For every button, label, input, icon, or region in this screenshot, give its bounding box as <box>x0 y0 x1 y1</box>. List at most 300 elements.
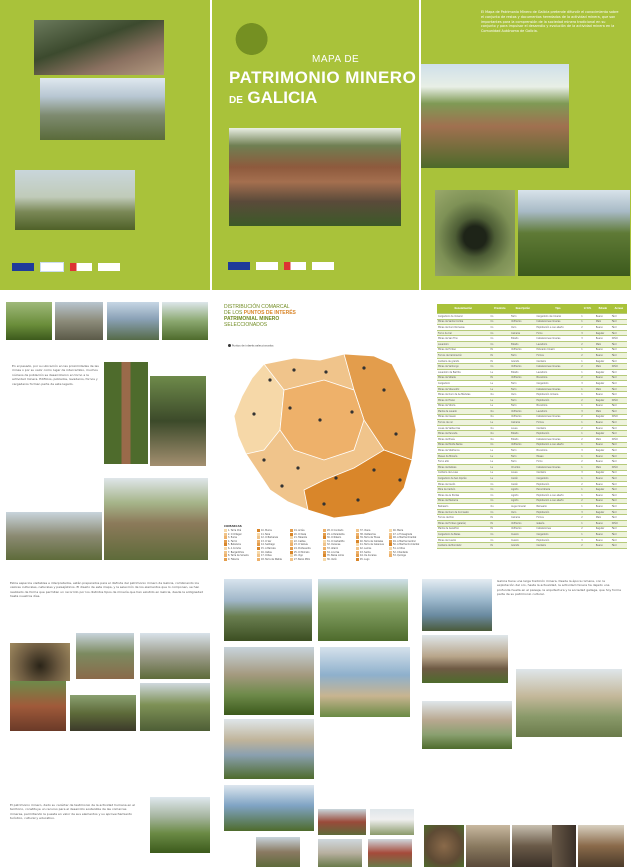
table-cell: 1 <box>580 431 595 437</box>
cover-title-galicia: GALICIA <box>247 88 318 107</box>
table-cell: Instalaciones mineras <box>536 364 581 370</box>
table-cell: Caolín <box>510 481 535 487</box>
table-cell: Canteira de Lousa <box>437 470 490 476</box>
comarca-legend-item <box>356 540 383 543</box>
table-cell: Lu <box>490 459 511 465</box>
table-cell: Lu <box>490 381 511 387</box>
table-cell: Lignito <box>510 493 535 499</box>
comarca-swatch <box>257 540 260 543</box>
table-cell: Lu <box>490 448 511 454</box>
table-cell: Bueno <box>595 347 611 353</box>
table-cell: Fácil <box>611 442 627 448</box>
table-cell: Calcaria <box>510 420 535 426</box>
comarca-legend-item <box>323 558 337 561</box>
comarca-swatch <box>257 533 260 536</box>
comarca-legend-item <box>323 554 344 557</box>
table-cell: Po <box>490 515 511 521</box>
comarca-legend-item <box>290 558 310 561</box>
table-cell: Explotación a ceo aberto <box>536 442 581 448</box>
comarca-legend-item <box>323 547 338 550</box>
cover-left-panel <box>0 0 210 290</box>
table-cell: Ouro <box>510 392 535 398</box>
comarca-legend-item <box>257 554 272 557</box>
comarca-name: 49. A Mariña Central <box>393 539 416 543</box>
table-header-row <box>437 304 627 314</box>
table-cell: 2 <box>580 481 595 487</box>
table-cell: 3 <box>580 509 595 515</box>
table-cell: Po <box>490 347 511 353</box>
table-cell: Fornos <box>536 515 581 521</box>
table-cell: Po <box>490 358 511 364</box>
table-cell: Volframio <box>510 347 535 353</box>
comarca-legend-item <box>356 533 376 536</box>
table-cell: 1 <box>580 386 595 392</box>
table-cell: Explotación <box>536 509 581 515</box>
table-cell: Malo <box>595 437 611 443</box>
table-cell: 2 <box>580 526 595 532</box>
table-cell: Fácil <box>611 358 627 364</box>
photo-rock-wall <box>552 825 576 867</box>
galicia-map-icon <box>230 16 278 62</box>
table-cell: Lu <box>490 386 511 392</box>
table-cell: Estaño <box>510 341 535 347</box>
table-cell: Fácil <box>611 420 627 426</box>
table-cell: Malo <box>595 364 611 370</box>
table-cell: Lu <box>490 476 511 482</box>
table-cell: Volframio <box>510 375 535 381</box>
comarca-name: 27. Baixo Miño <box>294 557 311 561</box>
table-cell: Explotación <box>536 537 581 543</box>
bottom-spread <box>0 575 631 868</box>
photo-green-hills <box>518 190 630 276</box>
map-title-puntos: PUNTOS DE INTERÉS <box>243 310 296 316</box>
comarca-legend-item <box>290 533 306 536</box>
comarca-name: 48. A Mariña Oriental <box>393 536 417 540</box>
table-cell: Fácil <box>611 341 627 347</box>
table-cell: Fácil <box>611 487 627 493</box>
photo-museum-interior <box>466 825 510 867</box>
comarca-name: 16. Xallas <box>261 550 272 554</box>
table-cell: Fácil <box>611 459 627 465</box>
table-cell: Fácil <box>611 347 627 353</box>
comarca-name: 44. Os Ancares <box>360 554 377 558</box>
comarca-swatch <box>290 536 293 539</box>
map-legend-note <box>228 344 273 348</box>
table-cell: Minas de Ouro de As Médulas <box>437 392 490 398</box>
xunta-logo <box>40 262 64 272</box>
cover-title-line2: PATRIMONIO MINERO <box>229 68 417 87</box>
comarca-swatch <box>290 558 293 561</box>
table-cell: Co <box>490 493 511 499</box>
comarca-swatch <box>290 551 293 554</box>
spread-text-mid: El patrimonio minero, dado su carácter de testimonio de la actividad humana en el territorio, constituye un recurso para el desarrollo sostenible de las comarcas mineras, permitiendo la puesta en valor de sus elementos y su aprovechamiento turístico, cultural y educativo. <box>10 803 135 821</box>
table-cell: Co <box>490 487 511 493</box>
table-cell: Cuarzo <box>510 532 535 538</box>
comarca-legend-item <box>290 529 304 532</box>
photo-machinery <box>512 825 552 867</box>
table-cell: Minas de Fontao (galería) <box>437 520 490 526</box>
table-cell: 3 <box>580 330 595 336</box>
comarca-name: 20. O Deza <box>294 532 307 536</box>
comarca-legend-item <box>290 543 308 546</box>
comarca-name: 10. Muros <box>261 529 272 532</box>
comarcas-label: COMARCAS <box>224 524 242 528</box>
comarca-swatch <box>290 543 293 546</box>
comarca-swatch <box>356 554 359 557</box>
table-cell: 1 <box>580 369 595 375</box>
comarca-name: 34. A Limia <box>327 550 340 554</box>
comarca-name: 7. Bergantiños <box>228 550 244 554</box>
comarca-legend-item <box>356 551 371 554</box>
comarca-legend-item <box>224 533 241 536</box>
table-cell: Ou <box>490 409 511 415</box>
table-cell: Fácil <box>611 537 627 543</box>
comarca-name: 35. Baixa Limia <box>327 554 344 558</box>
table-cell: Bueno <box>595 504 611 510</box>
points-table <box>437 304 627 549</box>
comarca-legend-item <box>257 529 272 532</box>
cover-title-line3 <box>229 88 317 108</box>
table-header-cell: U.T.M. <box>580 304 595 314</box>
top-spread <box>0 0 631 290</box>
photo-village <box>15 170 135 230</box>
table-cell: 2 <box>580 498 595 504</box>
comarca-legend-item <box>224 543 241 546</box>
table-cell: Difícil <box>611 520 627 526</box>
photo-harbor-bay <box>422 579 492 631</box>
table-cell: Bueno <box>595 420 611 426</box>
comarca-swatch <box>323 558 326 561</box>
table-cell: Fácil <box>611 543 627 549</box>
table-cell: Canteira de Mondariz <box>437 543 490 549</box>
table-cell: Po <box>490 526 511 532</box>
table-cell: Bueno <box>595 353 611 359</box>
intro-text: El Mapa de Patrimonio Minero de Galicia pretende difundir el conocimiento sobre el conjunto de restos y documentos heredados de la actividad minera, que son importantes para la comprensión de la sociedad minera tradicional en su conjunto y para impulsar el desarrollo y evolución de la actividad minera en la Comunidad Autónoma de Galicia. <box>481 10 619 34</box>
comarca-legend-item <box>389 543 419 546</box>
table-cell: Fácil <box>611 448 627 454</box>
comarca-swatch <box>389 540 392 543</box>
comarca-swatch <box>323 536 326 539</box>
comarca-swatch <box>356 558 359 561</box>
table-cell: Canteira <box>536 358 581 364</box>
table-cell: Cuarzo <box>510 537 535 543</box>
eu-flag-icon <box>228 262 250 270</box>
table-cell: Instalaciones mineras <box>536 386 581 392</box>
table-cell: 3 <box>580 448 595 454</box>
comarca-legend-item <box>257 540 271 543</box>
table-cell: Lu <box>490 420 511 426</box>
table-cell: Fácil <box>611 532 627 538</box>
comarca-swatch <box>224 533 227 536</box>
table-cell: 1 <box>580 504 595 510</box>
table-cell: Fácil <box>611 425 627 431</box>
table-cell: Regular <box>595 509 611 515</box>
table-cell: 1 <box>580 420 595 426</box>
region-center <box>280 380 364 460</box>
middle-spread <box>0 300 631 562</box>
table-cell: Regular <box>595 448 611 454</box>
photo-gallery-door <box>578 825 624 867</box>
comarca-swatch <box>389 551 392 554</box>
table-cell: Bueno <box>595 481 611 487</box>
table-cell: Ouro <box>510 325 535 331</box>
table-cell: Regular <box>595 487 611 493</box>
comarca-name: 33. Allariz <box>327 547 338 550</box>
table-cell: Bueno <box>595 543 611 549</box>
spread-text-right: Galicia tiene una larga tradición minera. Desde la época romana, con la explotación del oro, hasta la actualidad, la actividad minera ha dejado una profunda huella en el paisaje, la arquitectura y la sociedad gallega, que hoy forma parte de su patrimonio cultural. <box>497 579 622 597</box>
table-cell: Fácil <box>611 386 627 392</box>
comarca-legend-item <box>224 529 241 532</box>
table-cell: Explotación a ceo aberto <box>536 325 581 331</box>
table-cell: Malo <box>595 341 611 347</box>
table-cell: 3 <box>580 409 595 415</box>
table-cell: Forno alto <box>437 459 490 465</box>
table-cell: Co <box>490 330 511 336</box>
table-cell: Cargadoiro de Bares <box>437 532 490 538</box>
table-cell: Minas de San Finx <box>437 336 490 342</box>
table-cell: Fácil <box>611 493 627 499</box>
comarca-swatch <box>323 551 326 554</box>
comarca-legend-item <box>356 529 370 532</box>
table-cell: Lu <box>490 403 511 409</box>
table-cell: 2 <box>580 341 595 347</box>
comarca-swatch <box>290 529 293 532</box>
comarca-legend-item <box>224 547 241 550</box>
table-cell: 2 <box>580 325 595 331</box>
comarcas-legend <box>224 524 422 562</box>
comarca-name: 47. A Fonsagrada <box>393 532 413 536</box>
table-cell: Regular <box>595 330 611 336</box>
table-cell: Bueno <box>595 442 611 448</box>
photo-rail-tracks <box>70 695 136 731</box>
table-cell: Explotación romana <box>536 392 581 398</box>
table-cell: Balneario <box>437 504 490 510</box>
comarca-name: 52. Chantada <box>393 550 408 554</box>
comarca-legend-item <box>389 551 408 554</box>
comarca-name: 36. Verín <box>327 557 337 561</box>
comarca-legend-item <box>290 554 303 557</box>
comarca-name: 53. Quiroga <box>393 554 406 558</box>
table-cell: Bueno <box>595 375 611 381</box>
comarca-name: 37. Viana <box>360 529 371 532</box>
table-cell: 1 <box>580 392 595 398</box>
comarca-name: 5. Betanzos <box>228 543 241 547</box>
table-cell: Fácil <box>611 314 627 320</box>
table-cell: Fornos <box>536 420 581 426</box>
photo-ruins-hillside <box>140 683 210 731</box>
comarca-swatch <box>323 543 326 546</box>
table-cell: Bueno <box>595 476 611 482</box>
table-cell: 1 <box>580 476 595 482</box>
table-cell: Canteira <box>536 470 581 476</box>
photo-stone-house <box>140 633 210 679</box>
comarca-name: 38. Valdeorras <box>360 532 376 536</box>
cover-title-line1: MAPA DE <box>312 54 360 65</box>
table-cell: Fácil <box>611 431 627 437</box>
map-legend-note-text: Puntos de interés seleccionados <box>231 344 274 348</box>
comarca-swatch <box>356 540 359 543</box>
table-cell: Volframio <box>510 409 535 415</box>
comarca-swatch <box>224 547 227 550</box>
logo-strip-cover <box>228 262 334 270</box>
table-cell: Minas de Meirama <box>437 498 490 504</box>
table-cell: Ferro <box>510 353 535 359</box>
table-cell: Fornos <box>536 353 581 359</box>
table-cell: Ferro <box>510 448 535 454</box>
comarca-swatch <box>257 536 260 539</box>
table-cell: 2 <box>580 397 595 403</box>
table-cell: Cargadoiro <box>536 532 581 538</box>
table-cell: Instalaciones mineras <box>536 465 581 471</box>
table-cell: Bueno <box>595 392 611 398</box>
table-cell: Lavadoiro <box>536 369 581 375</box>
table-cell: Canteira <box>536 543 581 549</box>
table-cell: Co <box>490 336 511 342</box>
comarca-legend-item <box>224 554 249 557</box>
comarca-legend-item <box>290 547 311 550</box>
table-cell: Cargadoiro <box>437 381 490 387</box>
table-cell: Ferro <box>510 459 535 465</box>
comarca-name: 29. A Paradanta <box>327 532 345 536</box>
table-cell: Malo <box>595 515 611 521</box>
table-cell: Minas de Caolín <box>437 481 490 487</box>
comarca-swatch <box>257 554 260 557</box>
table-cell: Explotación a ceo aberto <box>536 493 581 499</box>
table-cell: Fácil <box>611 509 627 515</box>
comarca-name: 9. Fisterra <box>228 557 239 561</box>
table-cell: Estaño <box>510 437 535 443</box>
comarca-swatch <box>257 551 260 554</box>
table-header-cell: Acceso <box>611 304 627 314</box>
table-cell: Canteira <box>536 425 581 431</box>
comarca-swatch <box>224 529 227 532</box>
table-cell: Volframio <box>510 526 535 532</box>
table-cell: Cargadoiro de San Ciprián <box>437 476 490 482</box>
point-marker-icon <box>228 344 231 347</box>
table-cell: Fornos de cal <box>437 420 490 426</box>
table-cell: Lavadoiro <box>536 341 581 347</box>
table-cell: Forno de Cal <box>437 330 490 336</box>
table-cell: Fácil <box>611 470 627 476</box>
table-cell: Explotación <box>536 397 581 403</box>
table-cell: 1 <box>580 465 595 471</box>
comarca-name: 8. Terra de Soneira <box>228 554 249 558</box>
table-cell: Malo <box>595 319 611 325</box>
table-cell: Bueno <box>595 403 611 409</box>
table-cell: Granito <box>510 543 535 549</box>
comarca-name: 23. O Salnés <box>294 543 308 547</box>
table-cell: 2 <box>580 364 595 370</box>
table-body <box>437 314 627 549</box>
table-cell: Regular <box>595 358 611 364</box>
table-cell: Co <box>490 442 511 448</box>
comarca-swatch <box>356 533 359 536</box>
comarca-name: 13. O Sar <box>261 539 272 543</box>
table-cell: Lignito <box>510 498 535 504</box>
comarca-name: 26. Vigo <box>294 554 303 558</box>
table-cell: Malo <box>595 386 611 392</box>
comarca-swatch <box>224 554 227 557</box>
photo-chimney <box>104 362 148 464</box>
photo-ore-dump <box>76 633 134 679</box>
comarca-swatch <box>389 533 392 536</box>
table-cell: 1 <box>580 319 595 325</box>
table-cell: Co <box>490 481 511 487</box>
table-cell: 3 <box>580 381 595 387</box>
comarca-swatch <box>257 543 260 546</box>
igme-logo <box>312 262 334 270</box>
photo-mine-buildings <box>421 64 569 168</box>
ministerio-logo <box>284 262 306 270</box>
comarca-swatch <box>323 533 326 536</box>
comarca-swatch <box>389 554 392 557</box>
table-cell: 1 <box>580 314 595 320</box>
table-cell: 1 <box>580 358 595 364</box>
table-cell: Ferro <box>510 403 535 409</box>
comarca-legend-item <box>323 540 345 543</box>
xunta-logo <box>256 262 278 270</box>
table-cell: Bueno <box>595 453 611 459</box>
table-cell: Canteira de granito <box>437 358 490 364</box>
table-cell: Fácil <box>611 381 627 387</box>
comarca-legend-item <box>356 554 377 557</box>
comarca-swatch <box>356 536 359 539</box>
table-cell: Regular <box>595 381 611 387</box>
table-cell: Cargadoiro de mineral <box>437 314 490 320</box>
photo-estuary <box>224 785 314 831</box>
table-cell: Fácil <box>611 403 627 409</box>
table-cell: Museo <box>536 453 581 459</box>
photo-open-pit <box>104 478 208 560</box>
table-cell: Bueno <box>595 537 611 543</box>
table-cell: Bueno <box>595 520 611 526</box>
table-cell: Minas de Casaio <box>437 414 490 420</box>
table-cell: Co <box>490 537 511 543</box>
comarca-name: 31. O Carballiño <box>327 539 345 543</box>
table-cell: Co <box>490 314 511 320</box>
table-cell: Estaño <box>510 431 535 437</box>
table-cell: Lu <box>490 453 511 459</box>
table-cell: 2 <box>580 515 595 521</box>
comarca-legend-item <box>323 536 341 539</box>
table-cell: Ferro <box>510 453 535 459</box>
table-cell: Estaño <box>510 336 535 342</box>
table-cell: Co <box>490 319 511 325</box>
table-cell: Minas de Vilaoudriz <box>437 386 490 392</box>
table-cell: 2 <box>580 375 595 381</box>
comarca-swatch <box>257 547 260 550</box>
photo-forest <box>162 302 208 340</box>
table-cell: Lousa <box>510 470 535 476</box>
comarca-legend-item <box>257 536 278 539</box>
table-cell: Malo <box>595 409 611 415</box>
comarca-swatch <box>224 558 227 561</box>
table-cell: Lavadoiro <box>536 409 581 415</box>
table-cell: Minas de Varilongo <box>437 364 490 370</box>
table-cell: Ferro <box>510 386 535 392</box>
photo-mountain-range <box>224 579 312 641</box>
photo-mountain-valley <box>40 78 165 140</box>
photo-viaduct <box>107 302 159 340</box>
table-cell: Cargadoiro <box>536 381 581 387</box>
comarca-legend-item <box>224 540 237 543</box>
comarca-swatch <box>224 540 227 543</box>
comarca-name: 4. Ferrol <box>228 539 237 543</box>
photo-mine-yard <box>55 302 103 340</box>
table-cell: Museo da Minaría <box>437 453 490 459</box>
comarca-name: 40. Terra de Caldelas <box>360 539 384 543</box>
comarca-legend-item <box>389 533 412 536</box>
